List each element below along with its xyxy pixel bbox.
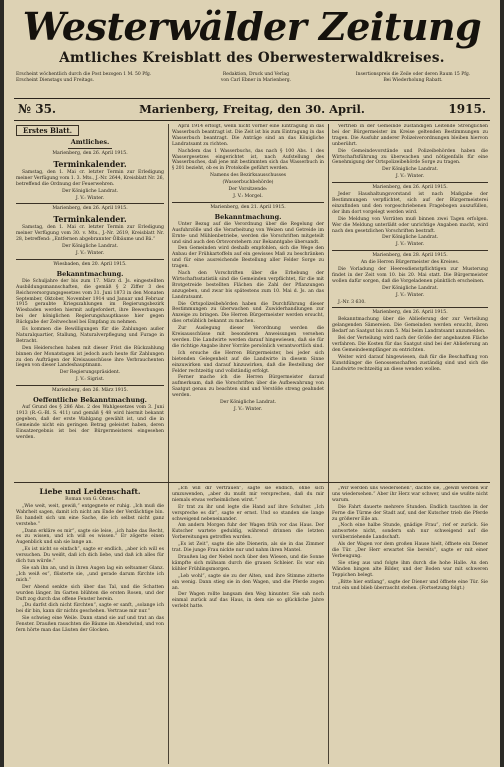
signature: J. V.: Winter. xyxy=(75,250,105,256)
dateline: Marienberg, den 26. April 1915. xyxy=(52,206,128,212)
column-1 xyxy=(16,124,164,480)
signature: Namens des Bezirksausschusses xyxy=(209,173,287,179)
signature: Der Regierungspräsident. xyxy=(59,370,121,376)
signature: Der Königliche Landrat. xyxy=(61,244,119,250)
story-paragraph: Sie schwieg eine Weile. Dann stand sie auf und trat an das Fenster. Draußen rauschten die Bäume im Abendwind, und von fern hörte man das Läuten der Glocken. xyxy=(16,616,164,634)
divider xyxy=(332,250,488,251)
divider xyxy=(16,259,164,260)
signature: J. V.: Sigrist. xyxy=(75,377,105,383)
section-label: Erstes Blatt. xyxy=(16,125,164,136)
divider xyxy=(68,148,112,149)
story-paragraph: Draußen lag der Nebel noch über den Wiesen, und die Sonne kämpfte sich mühsam durch die grauen Schleier. Es war ein kühler Frühlingsmorgen. xyxy=(172,554,324,572)
story-paragraph: „Noch eine halbe Stunde, gnädige Frau“, rief er zurück. Sie antwortete nicht, sondern sah nur schweigend auf die vorüberziehende Landschaft. xyxy=(332,523,488,541)
story-paragraph: Die Fahrt dauerte mehrere Stunden. Endlich tauchten in der Ferne die Türme der Stadt auf, und der Kutscher trieb die Pferde zu größerer Eile an. xyxy=(332,504,488,522)
paragraph: Die Gemeindevorstände und Polizeibehörden haben die Wirtschaftsführung zu überwachen und nötigenfalls für eine Genehmigung der Ortspolizeibehörde Sorge zu tragen. xyxy=(332,148,488,166)
signature: Der Königliche Landrat. xyxy=(381,285,439,291)
divider xyxy=(332,307,488,308)
divider xyxy=(16,203,164,204)
dateline: Marienberg, den 26. April 1915. xyxy=(52,151,128,156)
story-title: Liebe und Leidenschaft. xyxy=(39,487,141,496)
story-paragraph: Sie stieg aus und folgte ihm durch die hohe Halle. An den Wänden hingen alte Bilder, und der Boden war mit schweren Teppichen belegt. xyxy=(332,560,488,578)
subscription-price: Erscheint wöchentlich durch die Post bezogen 1 M. 50 Pfg. xyxy=(16,72,152,77)
paragraph: Jeder Haushaltungsvorstand ist nach Maßgabe der Bestimmungen verpflichtet, sich auf der Bürgermeisterei einzufinden und den vorgeschriebenen Fragebogen auszufüllen, der ihm dort vorgelegt werden wird. xyxy=(332,192,488,215)
divider xyxy=(16,385,164,386)
paragraph: Unter Bezug auf die Verordnung über die Regelung der Ausfuhrzölle und die Verarbeitung von Weizen und Getreide im Ernte- und Mühlenbetriebe, werden die Vorschriften mitgeteilt und sind auch den Ortsvorstehern zur Bekanntgabe übersandt. xyxy=(172,221,324,245)
issue-line xyxy=(14,101,490,119)
divider xyxy=(332,182,488,183)
story-paragraph: „Ich will dir vertrauen“, sagte sie endlich, ohne sich umzuwenden, „aber du mußt mir versprechen, daß du mir niemals etwas verheimlichen wirst.“ xyxy=(172,486,324,503)
dateline: Wiesbaden, den 20. April 1915. xyxy=(53,261,127,267)
column-3 xyxy=(332,124,488,480)
column-divider xyxy=(168,486,169,764)
masthead xyxy=(4,4,500,66)
signature: J. V.: Winter. xyxy=(233,406,263,412)
story-paragraph: „Wie weit, weit, gewiß,“ entgegnete er ruhig. „Ich muß die Wahrheit sagen, damit ich nicht am Ende der Verdächtige bin. Es handelt sich um eine Sache, die ich selbst nicht ganz verstehe.“ xyxy=(16,503,164,527)
dateline: Marienberg, den 26. März 1915. xyxy=(51,388,128,394)
dateline: Marienberg, den 26. April 1915. xyxy=(372,185,448,191)
paragraph: Bei der Verteilung wird nach der Größe der angebauten Fläche verfahren. Die Kosten für das Saatgut sind bei der Ablieferung an den Gemeindeempfänger zu entrichten. xyxy=(332,336,488,353)
signature: Der Königliche Landrat. xyxy=(381,167,439,173)
signature: J. V.: Winter. xyxy=(395,174,425,180)
heading-terminkalender: Terminkalender. xyxy=(53,214,127,225)
signature: Der Vorsitzende: xyxy=(228,187,268,193)
paragraph: Weiter wird darauf hingewiesen, daß für die Beschaffung von Kunstdünger die Genossenschaften zuständig sind und sich die Landwirte rechtzeitig an diese wenden wollen. xyxy=(332,354,488,372)
publisher-name: von Carl Ebner in Marienberg. xyxy=(220,77,292,83)
paragraph: Samstag, den 1. Mai cr. letzter Termin zur Erledigung meiner Verfügung vom 1. 3. Mts., J.-Nr. 2644, Kreisblatt Nr. 26, betreffend die Ordnung der Feuerwehren. xyxy=(16,169,164,187)
paragraph: Nach den Vorschriften über die Erhebung der Wirtschaftsstatistik sind die Gemeinden verpflichtet, für die mit Brotgetreide bestellten Flächen die Zahl der Pflanzungen anzugeben, und zwar bis spätestens zum 10. Mai d. Js. an das Landratsamt. xyxy=(172,271,324,300)
signature: J. V.: Winter. xyxy=(395,292,425,298)
paragraph: Auf Grund des § 286 Abs. 2 des Wahlgesetzes vom 3. Juni 1913 (R.-G.-Bl. S. 411) und gemäß § 48 wird hiermit bekannt gegeben, daß der erste Wahlgang gewählt ist, und die in Gemeinde nicht ein geringen Betrag geleistet haben, deren Einsatzergebnis ist bei der Bürgermeisterei eingesehen werden. xyxy=(16,405,164,440)
column-2 xyxy=(172,124,324,480)
signature: J. V.: Winter. xyxy=(395,242,425,248)
paragraph: Den Heiderschen haben mit dieser Frist die Rückzahlung binnen der Monatstagen ist jedoch auch heute für Zahlungen zu den Aufträgen der Kreisausschüsse ihre Verbrauchenten liegen von dieser Landeshauptmann. xyxy=(16,345,164,369)
date-rule xyxy=(14,120,490,121)
paragraph: Nachdem das 1 Wasserbuchs, das nach § 100 Abs. 1 des Wassergesetzes eingerichtet ist, nach Aufstellung des Wasserbuches, daß jene mit bestimmten sich das Wasserbuch in § 201 bezieht, ob es in Protokolle geführt werden. xyxy=(172,148,324,172)
paragraph: Die Schuljahre der bis zum 17. März d. Js. eingestellten Ausbildungsmannschaften, die gemäß § 2 Ziffer 3 des Reichsversorgungsgesetzes vom 31. Juni 1873 in den Monaten September, Oktober, November 1914 und Januar und Februar 1915 geraubte Kriegszahlungen im Regierungsbezirk Wiesbaden werden hiermit aufgefordert, ihre Bewerbungen bei der königlichen Regierungshauptkasse hier gegen Rückgabe der Zeitwechsel bei Empfang zu nehmen. xyxy=(16,278,164,326)
paragraph: Ferner mache ich die Herren Bürgermeister darauf aufmerksam, daß die Vorschriften über die Aufbewahrung von Saatgut genau zu beachten sind und Verstöße streng geahndet werden. xyxy=(172,375,324,399)
issue-date: Marienberg, Freitag, den 30. April. xyxy=(139,102,365,116)
issue-number: № 35. xyxy=(18,102,57,116)
advertising-info xyxy=(338,72,488,83)
story-paragraph: Der Abend senkte sich über das Tal, und die Schatten wurden länger. Im Garten blühten die ersten Rosen, und der Duft zog durch das offene Fenster herein. xyxy=(16,584,164,602)
heading-bekanntmachung: Bekanntmachung. xyxy=(214,212,282,221)
story-paragraph: „Leb wohl“, sagte sie zu der Alten, und ihre Stimme zitterte ein wenig. Dann stieg sie in den Wagen, und die Pferde zogen an. xyxy=(172,573,324,591)
story-paragraph: „Dann erkläre es mir“, sagte sie leise, „ich habe das Recht, es zu wissen, und ich will es wissen.“ Er zögerte einen Augenblick und sah sie lange an. xyxy=(16,528,164,546)
feuilleton-rule xyxy=(14,482,490,483)
story-paragraph: Der Wagen rollte langsam den Weg hinunter. Sie sah noch einmal zurück auf das Haus, in dem sie so glückliche Jahre verlebt hatte. xyxy=(172,592,324,610)
heading-amtliches: Amtliches. xyxy=(70,138,110,146)
story-column-3 xyxy=(332,486,488,762)
paragraph: Die Ortspolizeibehörden haben die Durchführung dieser Bestimmungen zu überwachen und Zuwiderhandlungen zur Anzeige zu bringen. Die Herren Bürgermeister werden ersucht, dies ortsüblich bekannt zu machen. xyxy=(172,301,324,325)
signature: J. V.: Morgel. xyxy=(233,193,263,199)
heading-oeffentliche-bekanntmachung: Oeffentliche Bekanntmachung. xyxy=(33,396,147,405)
ad-price: Insertionspreis die Zeile oder deren Raum 15 Pfg. xyxy=(355,72,471,77)
paragraph: Vertrieb in der Gemeinde zuständigen Leitende Strenglichen bei der Bürgermeister im Kreise geltenden Bestimmungen zu tragen. Die Ausfuhr anderer Polizeiverordnungen bleiben hiervon unberührt. xyxy=(332,124,488,147)
story-subtitle: Roman von G. Ohnet. xyxy=(65,497,115,502)
signature: Der Königliche Landrat. xyxy=(381,235,439,241)
publication-days: Erscheint Dienstags und Freitags. xyxy=(16,77,95,83)
newspaper-page xyxy=(4,0,500,767)
story-paragraph: „Du darfst dich nicht fürchten“, sagte er sanft, „solange ich bei dir bin, kann dir nichts geschehen. Vertraue mir nur.“ xyxy=(16,603,164,615)
paragraph: Ich ersuche die Herren Bürgermeister, bei jeder sich bietenden Gelegenheit auf die Landwirte in diesem Sinne einzuwirken und darauf hinzuwirken, daß die Bestellung der Felder rechtzeitig und vollständig erfolgt. xyxy=(172,350,324,374)
story-paragraph: „Wir werden uns wiedersehen“, dachte sie, „gewiß werden wir uns wiedersehen.“ Aber ihr Herz war schwer, und sie wußte nicht warum. xyxy=(332,486,488,503)
story-column-1 xyxy=(16,486,164,762)
paragraph: Zur Auslegung dieser Verordnung werden die Kreisausschüsse mit besonderen Anweisungen versehen werden. Die Landwirte werden darauf hingewiesen, daß sie für die richtige Angabe ihrer Vorräte persönlich verantwortlich sind. xyxy=(172,326,324,349)
journal-number: J.-Nr. 3 630. xyxy=(338,299,366,305)
divider xyxy=(172,202,324,203)
paragraph: Samstag, den 1. Mai cr. letzter Termin zur Erledigung meiner Verfügung vom 30. v. Mts., J.-Nr. 2619, Kreisblatt Nr. 28, betreffend: „Entfernen abgebrannter Ölbäume und Bä.“ xyxy=(16,225,164,243)
story-paragraph: Am andern Morgen fuhr der Wagen früh vor das Haus. Der Kutscher wartete geduldig, während drinnen die letzten Vorbereitungen getroffen wurden. xyxy=(172,523,324,541)
signature: (Wasserbuchbehörde) xyxy=(222,180,274,186)
newspaper-subtitle: Amtliches Kreisblatt des Oberwesterwaldkreises. xyxy=(59,50,445,66)
dateline: Marienberg, den 21. April 1915. xyxy=(210,204,286,210)
story-column-2 xyxy=(172,486,324,762)
dateline: Marienberg, den 28. April 1915. xyxy=(372,253,448,259)
issue-year: 1915. xyxy=(448,102,486,116)
ad-discount: Bei Wiederholung Rabatt. xyxy=(383,77,443,83)
top-rule xyxy=(14,98,490,99)
publication-info xyxy=(16,72,488,96)
publisher-label: Redaktion, Druck und Verlag xyxy=(222,72,290,77)
heading-bekanntmachung: Bekanntmachung. xyxy=(56,269,124,278)
story-paragraph: „Es ist Zeit“, sagte die alte Dienerin, als sie in das Zimmer trat. Die junge Frau nickte nur und nahm ihren Mantel. xyxy=(172,542,324,554)
paragraph: Bekanntmachung über die Ablieferung der zur Verteilung gelangenden Sämereien. Die Gemeinden werden ersucht, ihren Bedarf an Saatgut bis zum 5. Mai beim Landratsamt anzumelden. xyxy=(332,317,488,335)
story-paragraph: Sie sah ihn an, und in ihren Augen lag ein seltsamer Glanz. „Ich weiß es“, flüsterte sie, „und gerade darum fürchte ich mich.“ xyxy=(16,565,164,583)
story-paragraph: „Bitte hier entlang“, sagte der Diener und öffnete eine Tür. Sie trat ein und blieb überrascht stehen. (Fortsetzung folgt.) xyxy=(332,579,488,591)
signature: Der Königliche Landrat. xyxy=(219,400,277,406)
story-paragraph: Als der Wagen vor dem großen Hause hielt, öffnete ein Diener die Tür. „Der Herr erwartet Sie bereits“, sagte er mit einer Verbeugung. xyxy=(332,542,488,559)
story-paragraph: „Es ist nicht so einfach“, sagte er endlich, „aber ich will es versuchen. Du weißt, daß ich dich liebe, und daß ich alles für dich tun würde.“ xyxy=(16,547,164,565)
signature: J. V.: Winter. xyxy=(75,195,105,201)
subscription-info xyxy=(16,72,166,83)
newspaper-title: Westerwälder Zeitung xyxy=(22,4,482,49)
paragraph: Es kommen die Bewilligungen für die Zahlungen außer Naturalquartier, Stallung, Naturalverpflegung und Furage in Betracht. xyxy=(16,327,164,344)
address-heading: An die Herren Bürgermeister des Kreises. xyxy=(360,260,460,266)
signature: Der Königliche Landrat. xyxy=(61,188,119,194)
publisher-info xyxy=(206,72,306,83)
paragraph: Den Gemeinden wird deshalb empfohlen, sich die Wege den Anbau der Frühkartoffeln auf ein gewisses Maß zu beschränken und für eine ausreichende Bestellung aller Felder Sorge zu tragen. xyxy=(172,246,324,270)
paragraph: April 1914 erfolgt, wenn nicht vorher eine Eintragung in das Wasserbuch beantragt ist. Die Zeit ist bis zum Eintragung in das Wasserbuch beantragt. Die Anträge sind an das Königliche Landratsamt zu richten. xyxy=(172,124,324,147)
dateline: Marienberg, den 26. April 1915. xyxy=(372,310,448,316)
heading-terminkalender: Terminkalender. xyxy=(53,158,127,169)
paragraph: Die Vorladung der Heeresdienstpflichtigen zur Musterung findet in der Zeit vom 10. bis 20. Mai statt. Die Bürgermeister wollen dafür sorgen, daß die Vorgeladenen pünktlich erscheinen. xyxy=(332,267,488,284)
column-divider xyxy=(328,486,329,764)
story-paragraph: Er trat zu ihr und legte die Hand auf ihre Schulter. „Ich verspreche es dir“, sagte er ernst. Und so standen sie lange schweigend nebeneinander. xyxy=(172,504,324,522)
paragraph: Die Meldung von Vorräten muß binnen zwei Tagen erfolgen. Wer die Meldung unterläßt oder unrichtige Angaben macht, wird nach den gesetzlichen Vorschriften bestraft. xyxy=(332,216,488,234)
